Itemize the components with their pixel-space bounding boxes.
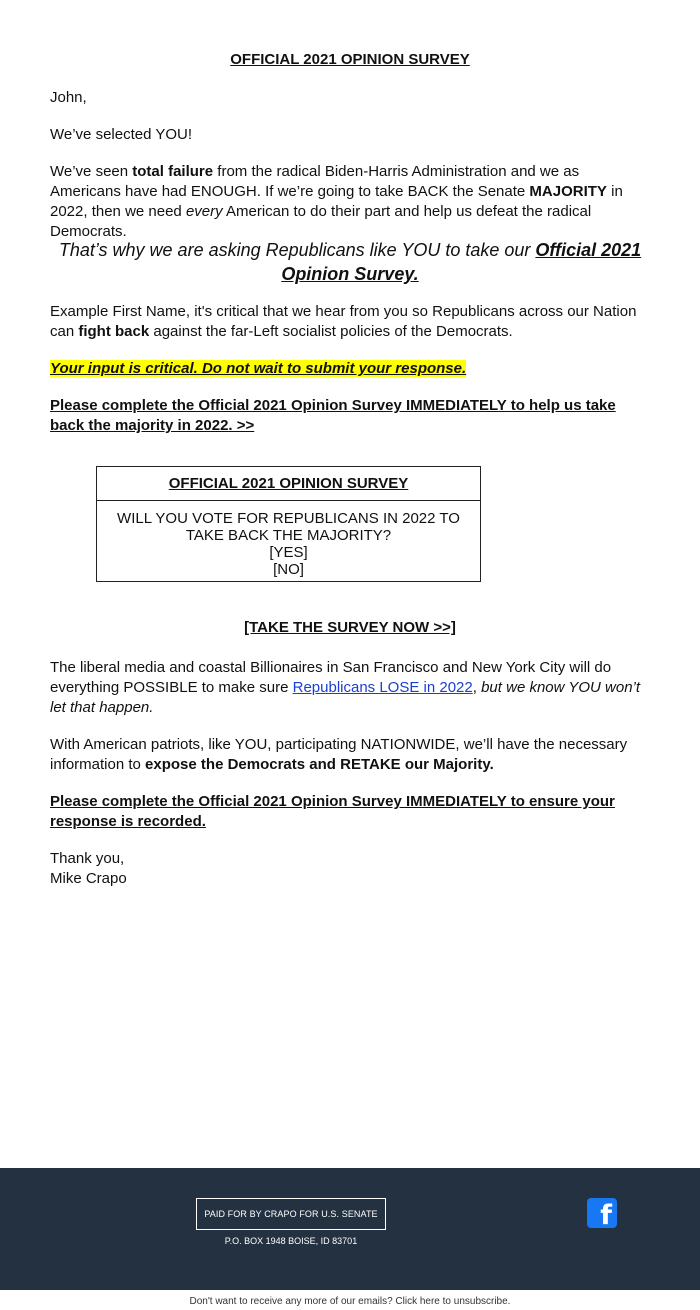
paragraph-failure: We’ve seen total failure from the radical Biden-Harris Administration and we as Americans have had ENOUGH. If we’re going to take BACK the Senate MAJORITY in 2022, then we need every American to do their part and help us defeat the radical Democrats. bbox=[50, 163, 623, 240]
paragraph-patriots: With American patriots, like YOU, participating NATIONWIDE, we’ll have the necessary information to expose the Democrats and RETAKE our Majority. bbox=[50, 736, 628, 773]
mailing-address: P.O. BOX 1948 BOISE, ID 83701 bbox=[224, 1236, 358, 1246]
paragraph-liberal-media: The liberal media and coastal Billionaires in San Francisco and New York City will do everything POSSIBLE to make sure Republicans LOSE in 2022, but we know YOU won’t let that happen. bbox=[50, 659, 641, 716]
signoff: Thank you, bbox=[50, 850, 125, 867]
survey-box-header: OFFICIAL 2021 OPINION SURVEY bbox=[97, 467, 480, 501]
survey-tagline: That’s why we are asking Republicans like YOU to take our Official 2021 Opinion Survey. bbox=[58, 240, 642, 284]
survey-question: WILL YOU VOTE FOR REPUBLICANS IN 2022 TO TAKE BACK THE MAJORITY? bbox=[117, 510, 460, 544]
republicans-lose-link[interactable]: Republicans LOSE in 2022 bbox=[292, 679, 473, 696]
selected-line: We’ve selected YOU! bbox=[50, 126, 193, 143]
facebook-icon[interactable]: f bbox=[587, 1198, 617, 1228]
take-survey-button[interactable]: [TAKE THE SURVEY NOW >>] bbox=[244, 619, 456, 636]
survey-yes-option[interactable]: [YES] bbox=[269, 544, 308, 561]
survey-tagline-link[interactable]: Official 2021 Opinion Survey. bbox=[281, 240, 642, 284]
signature: Mike Crapo bbox=[50, 870, 127, 887]
complete-survey-link-2[interactable]: Please complete the Official 2021 Opinion Survey IMMEDIATELY to ensure your response is recorded. bbox=[50, 793, 615, 830]
greeting: John, bbox=[50, 89, 87, 106]
unsubscribe-link[interactable]: Don't want to receive any more of our emails? Click here to unsubscribe. bbox=[189, 1296, 511, 1307]
email-title: OFFICIAL 2021 OPINION SURVEY bbox=[230, 51, 470, 68]
complete-survey-link-1[interactable]: Please complete the Official 2021 Opinion Survey IMMEDIATELY to help us take back the majority in 2022. >> bbox=[50, 397, 616, 434]
survey-no-option[interactable]: [NO] bbox=[273, 561, 304, 578]
survey-box[interactable] bbox=[96, 466, 481, 582]
paid-for-disclaimer: PAID FOR BY CRAPO FOR U.S. SENATE bbox=[196, 1198, 386, 1230]
paragraph-fight-back: Example First Name, it's critical that we hear from you so Republicans across our Nation can fight back against the far-Left socialist policies of the Democrats. bbox=[50, 303, 637, 340]
footer bbox=[0, 1168, 700, 1290]
input-critical-note[interactable]: Your input is critical. Do not wait to submit your response. bbox=[50, 360, 467, 377]
